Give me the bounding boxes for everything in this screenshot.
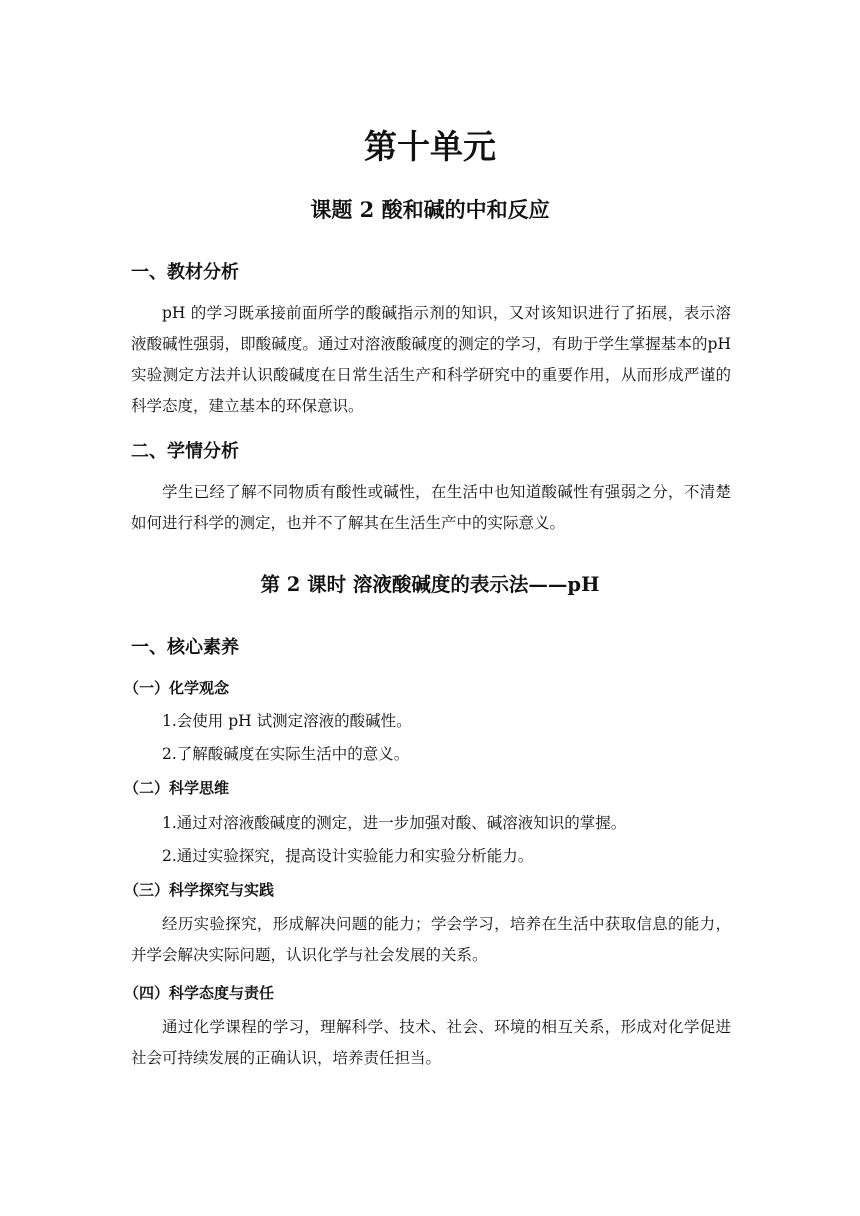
list-item: 2.通过实验探究，提高设计实验能力和实验分析能力。 [162, 847, 534, 865]
list-item: 1.会使用 pH 试测定溶液的酸碱性。 [162, 712, 412, 730]
sub-heading-scientific-thinking: （二）科学思维 [124, 779, 230, 797]
section-heading-textbook: 一、教材分析 [131, 262, 239, 283]
sub-heading-inquiry-practice: （三）科学探究与实践 [124, 881, 275, 899]
paragraph-attitude-responsibility: 通过化学课程的学习，理解科学、技术、社会、环境的相互关系，形成对化学促进社会可持续发展的正确认识，培养责任担当。 [131, 1018, 731, 1067]
sub-heading-attitude-responsibility: （四）科学态度与责任 [124, 984, 275, 1002]
section-heading-core: 一、核心素养 [131, 637, 239, 658]
paragraph-student-analysis: 学生已经了解不同物质有酸性或碱性，在生活中也知道酸碱性有强弱之分，不清楚如何进行科学的测定，也并不了解其在生活生产中的实际意义。 [131, 483, 731, 532]
paragraph-textbook-analysis: pH 的学习既承接前面所学的酸碱指示剂的知识，又对该知识进行了拓展，表示溶液酸碱性强弱，即酸碱度。通过对溶液酸碱度的测定的学习，有助于学生掌握基本的pH 实验测定方法并认识酸碱度在日常生活生产和科学研究中的重要作用，从而形成严谨的科学态度，建立基本的环保意识。 [131, 304, 731, 415]
unit-title: 第十单元 [364, 127, 496, 166]
lesson-title: 课题 2 酸和碱的中和反应 [310, 197, 550, 222]
sub-heading-chemistry-concept: （一）化学观念 [124, 679, 230, 697]
list-item: 2.了解酸碱度在实际生活中的意义。 [162, 745, 410, 763]
period-title: 第 2 课时 溶液酸碱度的表示法——pH [260, 573, 600, 596]
list-item: 1.通过对溶液酸碱度的测定，进一步加强对酸、碱溶液知识的掌握。 [162, 814, 627, 832]
section-heading-students: 二、学情分析 [131, 441, 239, 462]
paragraph-inquiry-practice: 经历实验探究，形成解决问题的能力；学会学习，培养在生活中获取信息的能力，并学会解决实际问题，认识化学与社会发展的关系。 [131, 915, 731, 964]
